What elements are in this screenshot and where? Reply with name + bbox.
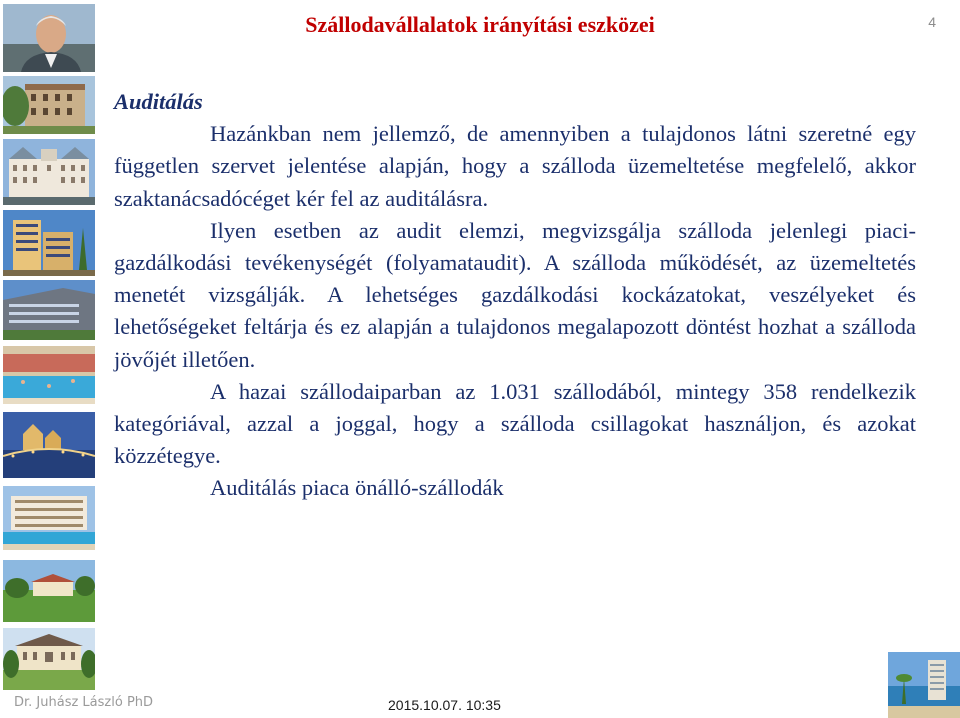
slide-body [114, 86, 916, 505]
countryside-manor-photo [3, 560, 95, 622]
spa-hotel-pool-photo [3, 486, 95, 550]
seaside-hotel-photo [888, 652, 960, 718]
paragraph-1: Hazánkban nem jellemző, de amennyiben a tulajdonos látni szeretné egy független szervet jelentése alapján, hogy a szálloda üzemeltetése megfelelő, akkor szaktanácsadócéget kér fel az auditálásra. [114, 121, 916, 211]
section-heading: Auditálás [114, 89, 203, 114]
sidebar-photo-strip [0, 0, 96, 718]
footer-datetime: 2015.10.07. 10:35 [388, 697, 501, 713]
grand-hotel-photo [3, 139, 95, 205]
slide-title: Szállodavállalatok irányítási eszközei [305, 12, 655, 37]
author-portrait [3, 4, 95, 72]
modern-hotel-tower-photo [3, 210, 95, 276]
paragraph-3: A hazai szállodaiparban az 1.031 szállodából, mintegy 358 rendelkezik kategóriával, azzal a joggal, hogy a szálloda csillagokat használjon, és azokat közzétegye. [114, 378, 916, 469]
pool-resort-photo [3, 346, 95, 404]
paragraph-4: Auditálás piaca önálló-szállodák [210, 475, 504, 501]
hotel-facade-photo [3, 280, 95, 340]
palace-garden-photo [3, 628, 95, 690]
paragraph-2: Ilyen esetben az audit elemzi, megvizsgálja szálloda jelenlegi piaci-gazdálkodási tevékenységét (folyamataudit). A szálloda működését, az üzemeltetés menetét vizsgálják. A lehetséges gazdálkodási kockázatokat, veszélyeket és lehetőségeket feltárja és ez alapján a tulajdonos megalapozott döntést hozhat a szálloda jövőjét illetően. [114, 217, 916, 372]
historic-building-photo [3, 76, 95, 134]
parliament-bridge-photo [3, 412, 95, 478]
footer-author: Dr. Juhász László PhD [14, 695, 154, 710]
page-number: 4 [928, 14, 936, 30]
